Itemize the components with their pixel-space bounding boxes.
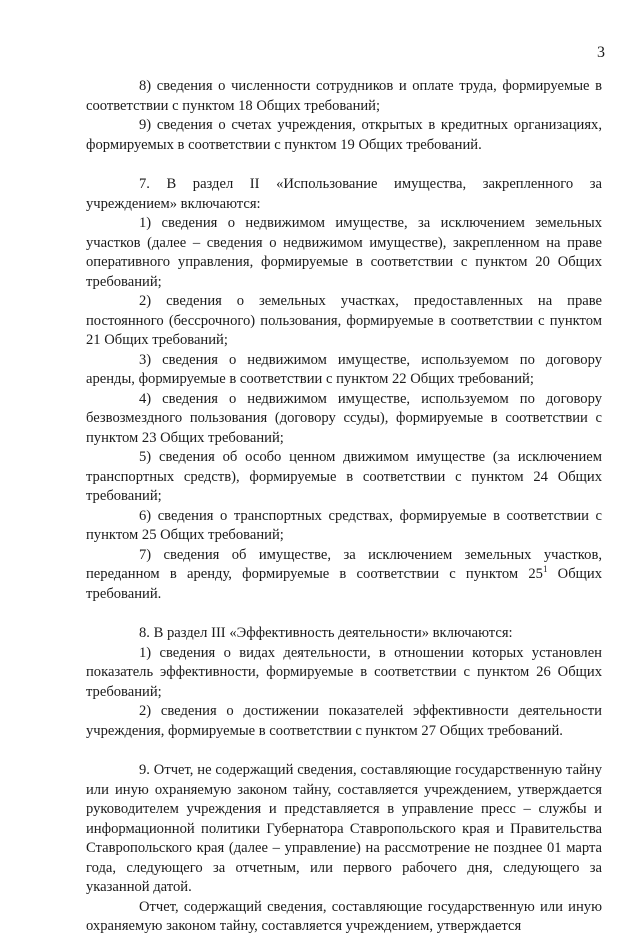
section-7-item-7-text: 7) сведения об имуществе, за исключением земельных участков, переданном в аренду, формируемые в соответствии с пунктом 25 [86, 546, 602, 582]
section-7-item-7 [86, 546, 602, 605]
section-7-item-1: 1) сведения о недвижимом имуществе, за исключением земельных участков (далее – сведения о недвижимом имуществе), закрепленном на праве оперативного управления, формируемые в соответствии с пунктом 20 Общих требований; [86, 215, 602, 290]
section-7-item-5: 5) сведения об особо ценном движимом имуществе (за исключением транспортных средств), формируемые в соответствии с пунктом 24 Общих требований; [86, 449, 602, 504]
section-9-continuation: Отчет, содержащий сведения, составляющие государственную или иную охраняемую законом тайну, составляется учреждением, утверждается [86, 898, 602, 934]
document-body [86, 77, 602, 937]
item-8-9: 9) сведения о счетах учреждения, открытых в кредитных организациях, формируемых в соответствии с пунктом 19 Общих требований. [86, 117, 602, 153]
page-number: 3 [597, 44, 605, 61]
section-7-item-7-tail: Общих требований. [86, 566, 602, 602]
section-7-item-2: 2) сведения о земельных участках, предоставленных на праве постоянного (бессрочного) пользования, формируемые в соответствии с пунктом 21 Общих требований; [86, 293, 602, 348]
section-7-item-3: 3) сведения о недвижимом имуществе, используемом по договору аренды, формируемые в соответствии с пунктом 22 Общих требований; [86, 351, 602, 387]
item-8-8: 8) сведения о численности сотрудников и оплате труда, формируемые в соответствии с пунктом 18 Общих требований; [86, 78, 602, 114]
section-8-heading: 8. В раздел III «Эффективность деятельности» включаются: [139, 625, 513, 641]
section-7-item-6: 6) сведения о транспортных средствах, формируемые в соответствии с пунктом 25 Общих требований; [86, 507, 602, 543]
section-8-item-2: 2) сведения о достижении показателей эффективности деятельности учреждения, формируемые в соответствии с пунктом 27 Общих требований. [86, 703, 602, 739]
section-7-heading: 7. В раздел II «Использование имущества, закрепленного за учреждением» включаются: [86, 176, 602, 212]
section-7-item-4: 4) сведения о недвижимом имуществе, используемом по договору безвозмездного пользования (договору ссуды), формируемые в соответствии с пунктом 23 Общих требований; [86, 390, 602, 446]
section-8-item-1: 1) сведения о видах деятельности, в отношении которых установлен показатель эффективности, формируемые в соответствии с пунктом 26 Общих требований; [86, 644, 602, 700]
section-9-paragraph: 9. Отчет, не содержащий сведения, составляющие государственную тайну или иную охраняемую законом тайну, составляется учреждением, утверждается руководителем учреждения и представляется в управление пресс – службы и информационной политики Губернатора Ставропольского края и Правительства Ставропольского края (далее – управление) на рассмотрение не позднее 01 марта года, следующего за отчетным, или первого рабочего дня, следующего за указанной датой. [86, 762, 602, 895]
superscript-1: 1 [542, 564, 548, 575]
